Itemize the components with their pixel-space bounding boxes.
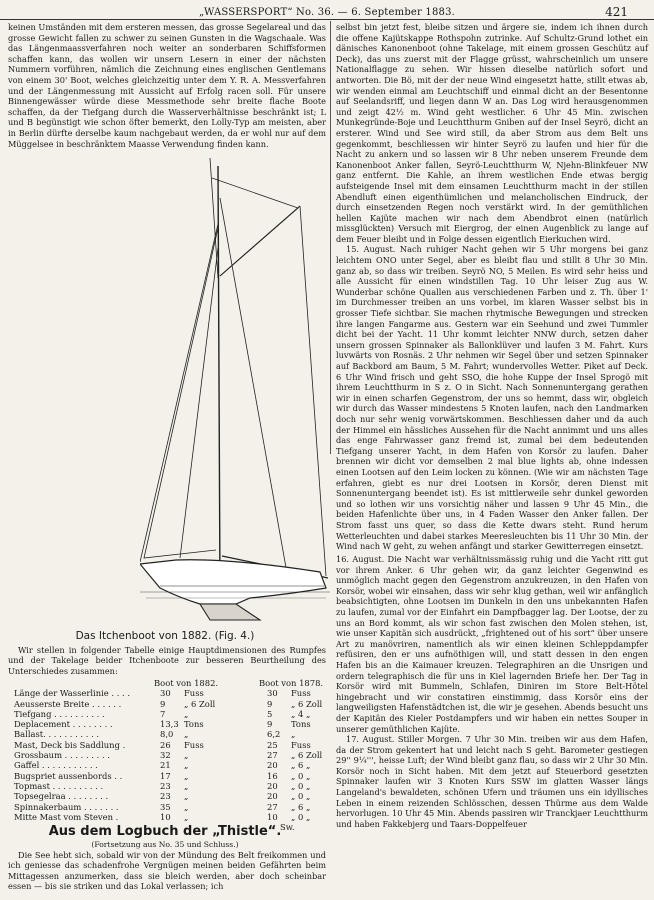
value-1878: 30 <box>267 688 278 699</box>
unit-1882: „ <box>184 708 189 719</box>
value-1878: 9 <box>267 698 273 709</box>
unit-1878: Fuss <box>291 739 311 750</box>
value-1878: 9 <box>267 719 273 730</box>
value-1878: 27 <box>267 750 278 761</box>
value-1882: 32 <box>160 750 171 761</box>
paragraph: selbst bin jetzt fest, bleibe sitzen und ärgere sie, indem ich ihnen durch die offene Kajütskappe Rothspohn zutrinke. Auf Schultz-Grund lothet ein dänisches Kanonenboot (ohne Takelage, mit einem grossen Geschütz auf Deck), das uns zuerst mit der Flagge grüsst, wahrscheinlich um unsere Nationalflagge zu sehen. Wir hissen dieselbe natürlich sofort und antworten. Die Bö, mit der der neue Wind eingesetzt hatte, stillt etwas ab, wir wenden einmal am Leuchtschiff und einmal dicht an der Besentonne auf Seelandsriff, und liegen dann W an. Das Log wird herausgenommen und zeigt 42½ m. Wind geht westlicher. 6 Uhr 45 Min. zwischen Munkegründe-Boje und Leuchtthurm Gniben auf der Insel Seyrö, dicht an ersterer. Wind und See wird still, da aber Strom aus dem Belt uns gegenkommt, beschliessen wir hinter Seyrö zu laufen und hier für die Nacht zu ankern und so lassen wir 8 Uhr neben unserem Freunde dem Kanonenboot Anker fallen, Seyrö-Leuchtthurm W, Njehn-Blinkfeuer NW ganz entfernt. Die Kahle, an ihrem westlichen Ende etwas bergig aufsteigende Insel mit dem einsamen Leuchtthurm macht in der stillen Abendluft einen eigenthümlichen und melancholischen Eindruck, der durch einsetzenden Regen noch verstärkt wird. In der gemüthlichen hellen Kajüte machen wir nach dem Abendbrot einen (natürlich missglückten) Versuch mit Eiergrog, der einen Augenblick zu lange auf dem Feuer bleibt und in Folge dessen eigentlich Eierkuchen wird. <box>336 22 648 244</box>
table-row <box>14 709 332 719</box>
table-row <box>14 688 332 698</box>
row-label: Länge der Wasserlinie . . . . <box>14 688 131 699</box>
left-column-text <box>8 22 326 149</box>
article-text: Die See hebt sich, sobald wir von der Mündung des Belt freikommen und ich geniesse das schadenfrohe Vergnügen meinen beiden Gefährten beim Mittagessen anzumerken, dass sie bleich werden, aber doch scheinbar essen — bis sie striken und das Lokal verlassen; ich <box>8 850 326 891</box>
value-1878: 20 <box>267 780 278 791</box>
col-header-1882: Boot von 1882. <box>154 678 219 688</box>
yacht-illustration <box>140 158 330 628</box>
unit-1882: „ <box>184 750 189 761</box>
table-header-row <box>14 678 332 688</box>
value-1882: 30 <box>160 688 171 699</box>
table-row <box>14 781 332 791</box>
value-1878: 20 <box>267 760 278 771</box>
value-1878: 6,2 <box>267 729 281 740</box>
row-label: Topsegelraa . . . . . . . . <box>14 791 109 802</box>
table-row <box>14 699 332 709</box>
unit-1878: „ 4 „ <box>291 708 311 719</box>
table-row <box>14 791 332 801</box>
value-1882: 23 <box>160 780 171 791</box>
table-intro: Wir stellen in folgender Tabelle einige Hauptdimensionen des Rumpfes und der Takelage beider Itchenboote zur besseren Beurtheilung des Unterschiedes zusammen: <box>8 645 326 676</box>
unit-1878: „ 6 „ <box>291 760 311 771</box>
value-1882: 10 <box>160 811 171 822</box>
article-title: Aus dem Logbuch der „Thistle“. <box>48 824 282 839</box>
row-label: Aeusserste Breite . . . . . . <box>14 698 122 709</box>
table-row <box>14 771 332 781</box>
unit-1878: „ 0 „ <box>291 780 311 791</box>
row-label: Ballast. . . . . . . . . . . <box>14 729 100 740</box>
row-label: Topmast . . . . . . . . . . <box>14 780 104 791</box>
table-row <box>14 729 332 739</box>
unit-1878: „ 0 „ <box>291 770 311 781</box>
dimension-table <box>14 678 332 832</box>
table-row <box>14 802 332 812</box>
value-1878: 10 <box>267 811 278 822</box>
unit-1882: „ <box>184 780 189 791</box>
row-label: Gaffel . . . . . . . . . . . <box>14 760 98 771</box>
signature: Sw. <box>280 822 295 833</box>
unit-1882: „ 6 Zoll <box>184 698 216 709</box>
unit-1878: „ <box>291 729 296 740</box>
table-row <box>14 719 332 729</box>
unit-1882: Fuss <box>184 739 204 750</box>
value-1882: 9 <box>160 698 166 709</box>
running-title: „WASSERSPORT“ No. 36. — 6. September 1883. <box>198 7 456 18</box>
unit-1878: „ 6 Zoll <box>291 750 323 761</box>
right-column-lower-text <box>336 554 648 829</box>
row-label: Deplacement . . . . . . . . <box>14 719 113 730</box>
unit-1882: „ <box>184 770 189 781</box>
article-subtitle: (Fortsetzung aus No. 35 und Schluss.) <box>91 840 239 849</box>
value-1878: 27 <box>267 801 278 812</box>
row-label: Bugspriet aussenbords . . <box>14 770 123 781</box>
unit-1882: Fuss <box>184 688 204 699</box>
unit-1878: Fuss <box>291 688 311 699</box>
paragraph: 15. August. Nach ruhiger Nacht gehen wir 5 Uhr morgens bei ganz leichtem ONO unter Segel, aber es bleibt flau und stillt 8 Uhr 30 Min. ganz ab, so dass wir treiben. Seyrö NO, 5 Meilen. Es wird sehr heiss und alle Aussicht für einen windstillen Tag. 10 Uhr leiser Zug aus W. Wunderbar schöne Quallen aus verschiedenen Farben und z. Th. über 1' im Durchmesser treiben an uns vorbei, im klaren Wasser selbst bis in grosser Tiefe sichtbar. Sie machen rhytmische Bewegungen und strecken ihre langen Fangarme aus. Gestern war ein Seehund und zwei Tummler dicht bei der Yacht. 11 Uhr kommt leichter NNW durch, setzen daher unsern grossen Spinnaker als Ballonklüver und laufen 3 M. Fahrt. Kurs luvwärts von Rosnäs. 2 Uhr nehmen wir Segel über und setzen Spinnaker auf Backbord am Baum, 5 M. Fahrt; wundervolles Wetter. Piket auf Deck. 6 Uhr Wind frisch und geht SSO, die hohe Kuppe der Insel Sprogö mit ihrem Leuchtthurm in S z. O in Sicht. Nach Sonnenuntergang gerathen wir in einen scharfen Gegenstrom, der uns so hemmt, dass wir, obgleich wir durch das Wasser mindestens 5 Knoten laufen, nach den Landmarken doch nur sehr wenig vorwärtskommen. Beschliessen daher und da auch der Himmel ein hässliches Aussehen für die Nacht annimmt und uns alles das enge Fahrwasser ganz fremd ist, zumal bei dem bedeutenden Tiefgang unserer Yacht, in dem Hafen von Korsör zu laufen. Daher brennen wir dicht vor demselben 2 mal blue lights ab, ohne indessen einen Lootsen auf den Leim locken zu können. (Wie wir am nächsten Tage erfahren, giebt es nur drei Lootsen in Korsör, deren Dienst mit Sonnenuntergang beendet ist). Es ist mittlerweile sehr dunkel geworden und so lothen wir uns vorsichtig näher und lassen 9 Uhr 45 Min., die beiden Hafenlichte über uns, in 4 Faden Wasser den Anker fallen. Der Strom fasst uns quer, so dass die Kette dwars steht. Rund herum Wetterleuchten und dabei starkes Meeresleuchten bis 11 Uhr 30 Min. der Wind nach W geht, zu wehen anfängt und starker Gewitterregen einsetzt. <box>336 244 648 552</box>
value-1882: 23 <box>160 791 171 802</box>
column-divider <box>330 21 331 454</box>
row-label: Mast, Deck bis Saddlung . <box>14 739 126 750</box>
page-number: 421 <box>605 5 628 19</box>
header-rule <box>0 19 654 20</box>
row-label: Grossbaum . . . . . . . . . <box>14 750 110 761</box>
paragraph: keinen Umständen mit dem ersteren messen, das grosse Segelareal und das grosse Gewicht fallen zu schwer zu seinen Gunsten in die Wagschaale. Was das Längenmaassverfahren noch weiter an sonderbaren Schiffsformen schaffen kann, das wollen wir unsern Lesern in einer der nächsten Nummern vorführen, nämlich die Zeichnung eines englischen Gentlemans von einem 30' Boot, welches gleichzeitig unter dem Y. R. A. Messverfahren und der Längenmessung mit Aussicht auf Erfolg racen soll. Für unsere Binnengewässer würde diese Messmethode sehr breite flache Boote schaffen, da der Tiefgang durch die Wasserverhältnisse beschränkt ist; L und B begünstigt wie schon öfter bemerkt, den Lolly-Typ am meisten, aber in Berlin dürfte derselbe kaum nachgebaut werden, da er wohl nur auf dem Müggelsee in beschränktem Maasse Verwendung finden kann. <box>8 22 326 149</box>
unit-1878: „ 0 „ <box>291 791 311 802</box>
unit-1882: „ <box>184 811 189 822</box>
unit-1882: „ <box>184 791 189 802</box>
unit-1882: „ <box>184 729 189 740</box>
value-1878: 16 <box>267 770 278 781</box>
row-label: Mitte Mast vom Steven . <box>14 811 119 822</box>
paragraph: 16. August. Die Nacht war verhältnissmässig ruhig und die Yacht ritt gut vor ihrem Anker. 6 Uhr gehen wir, da ganz leichter Gegenwind es unmöglich macht gegen den Gegenstrom anzukreuzen, in den Hafen von Korsör, wobei wir einsahen, dass wir sehr klug gethan, weil wir anfänglich beabsichtigten, ohne Lootsen im Dunkeln in den uns unbekannten Hafen zu laufen, zumal vor der Einfahrt ein Dampfbagger lag. Der Lootse, der zu uns an Bord kommt, als wir schon fast zwischen den Molen stehen, ist, wie unser Kapitän sich ausdrückt, „frightened out of his sort“ über unsere Art zu manövriren, namentlich als wir einen kleinen Schleppdampfer refüsiren, den er uns aufnöthigen will, und statt dessen in den engen Hafen bis an die Kaimauer kreuzen. Telegraphiren an die Unsrigen und ordern telegraphisch die für uns in Kiel lagernden Briefe her. Der Tag in Korsör wird mit Bummeln, Schlafen, Diniren im Store Belt-Hötel hingebracht und wir constatiren einstimmig, dass Korsör eins der langweiligsten Hafenstädtchen ist, die wir je gesehen. Abends besucht uns der Kapitän des Kieler Postdampfers und wir haben ein nettes Souper in unserer gemüthlichen Kajüte. <box>336 554 648 734</box>
unit-1878: „ 6 Zoll <box>291 698 323 709</box>
row-label: Spinnakerbaum . . . . . . . <box>14 801 119 812</box>
table-row <box>14 740 332 750</box>
value-1878: 5 <box>267 708 273 719</box>
value-1882: 8,0 <box>160 729 174 740</box>
right-column-text <box>336 22 648 552</box>
table-row <box>14 812 332 822</box>
value-1882: 21 <box>160 760 171 771</box>
value-1878: 20 <box>267 791 278 802</box>
paragraph: 17. August. Stiller Morgen. 7 Uhr 30 Min. treiben wir aus dem Hafen, da der Strom gekentert hat und leicht nach S geht. Barometer gestiegen 29'' 9¼''', heisse Luft; der Wind bleibt ganz flau, so dass wir 2 Uhr 30 Min. Korsör noch in Sicht haben. Mit dem jetzt auf Steuerbord gesetzten Spinnaker laufen wir 3 Knoten Kurs SSW im glatten Wasser längs Langeland's bewaldeten, schönen Ufern und träumen uns ein idyllisches Leben in einem reizenden Schlösschen, dessen Thürme aus dem Walde hervorlugen. 10 Uhr 45 Min. Abends passiren wir Tranckjaer Leuchtthurm und haben Fakkebjerg und Taars-Doppelfeuer <box>336 734 648 829</box>
unit-1878: „ 0 „ <box>291 811 311 822</box>
unit-1882: „ <box>184 801 189 812</box>
figure-caption: Das Itchenboot von 1882. (Fig. 4.) <box>75 630 255 642</box>
row-label: Tiefgang . . . . . . . . . . <box>14 708 105 719</box>
col-header-1878: Boot von 1878. <box>259 678 324 688</box>
unit-1882: Tons <box>184 719 204 730</box>
value-1882: 7 <box>160 708 166 719</box>
unit-1878: „ 6 „ <box>291 801 311 812</box>
unit-1882: „ <box>184 760 189 771</box>
value-1882: 26 <box>160 739 171 750</box>
value-1882: 13,3 <box>160 719 179 730</box>
value-1882: 17 <box>160 770 171 781</box>
value-1882: 35 <box>160 801 171 812</box>
unit-1878: Tons <box>291 719 311 730</box>
value-1878: 25 <box>267 739 278 750</box>
table-row <box>14 760 332 770</box>
table-row <box>14 750 332 760</box>
